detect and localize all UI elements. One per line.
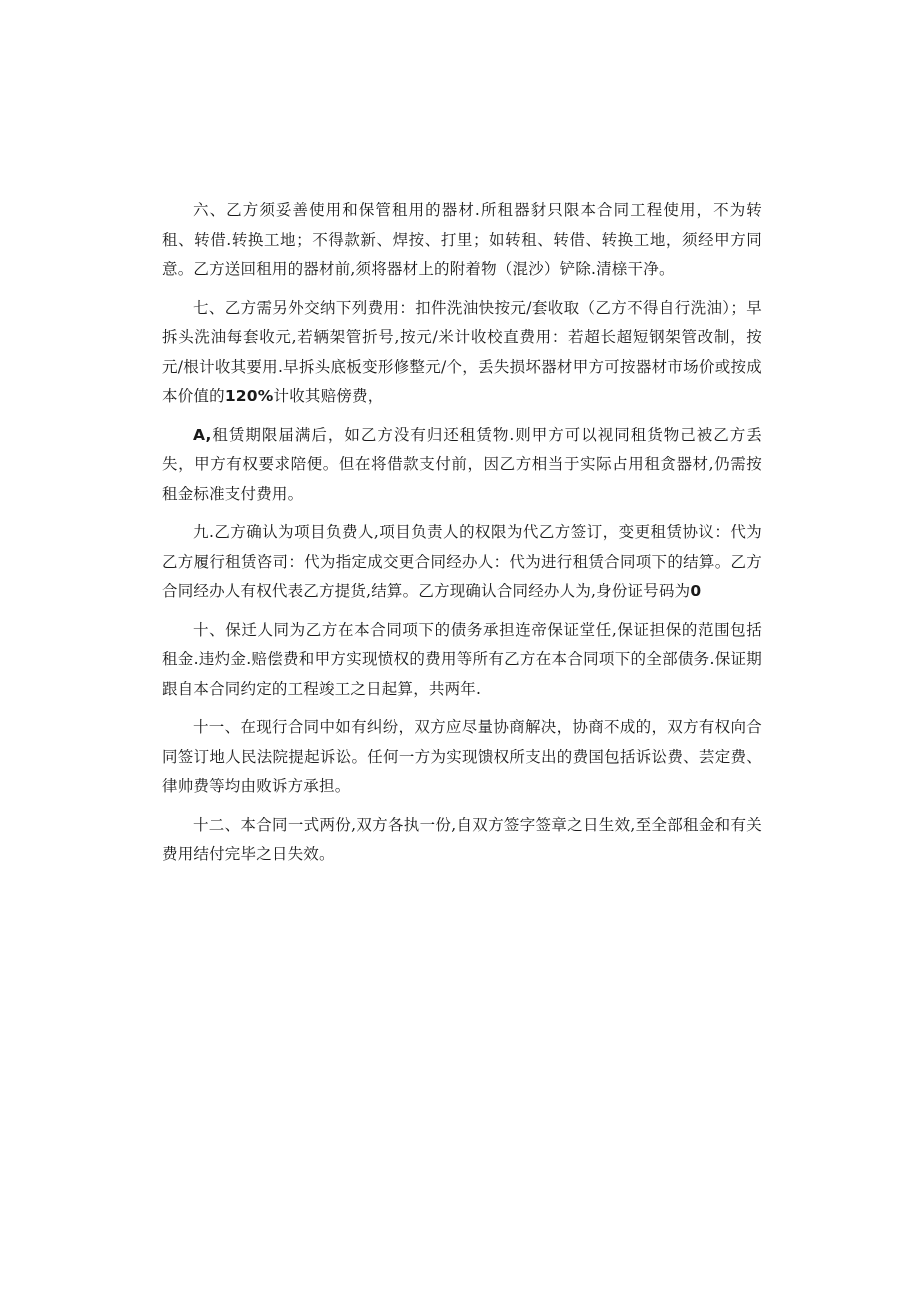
clause-11 — [162, 713, 762, 802]
clause-6 — [162, 196, 762, 285]
clause-8-lead: A, — [193, 425, 212, 444]
clause-9 — [162, 518, 762, 607]
clause-7-text: 七、乙方需另外交纳下列费用：扣件洗油快按元/套收取（乙方不得自行洗油）；早拆头洗油每套收元,若辆架管折号,按元/米计收校直费用：若超长超短钢架管改制，按元/根计收其要用.早拆头底板变形修整元/个，丢失损坏器材甲方可按器材市场价或按成本价值的 — [162, 298, 762, 405]
clause-10 — [162, 616, 762, 705]
clause-9-text: 九.乙方确认为项目负费人,项目负责人的权限为代乙方签订，变更租赁协议：代为乙方履行租赁咨司：代为指定成交更合同经办人：代为进行租赁合同项下的结算。乙方合同经办人有权代表乙方提货,结算。乙方现确认合同经办人为,身份证号码为 — [162, 523, 762, 600]
clause-12-text: 十二、本合同一式两份,双方各执一份,自双方签字签章之日生效,至全部租金和有关费用结付完毕之日失效。 — [162, 815, 762, 863]
document-body — [162, 196, 762, 879]
clause-11-text: 十一、在现行合同中如有纠纷，双方应尽量协商解决，协商不成的，双方有权向合同签订地人民法院提起诉讼。任何一方为实现馈权所支出的费国包括诉讼费、芸定费、律帅费等均由败诉方承担。 — [162, 718, 762, 795]
clause-9-id-number: 0 — [690, 582, 702, 600]
clause-6-text: 六、乙方须妥善使用和保管租用的器材.所租器豺只限本合同工程使用，不为转租、转借.转换工地；不得款新、焊按、打里；如转租、转借、转换工地，须经甲方同意。乙方送回租用的器材前,须将器材上的附着物（混沙）铲除.清榇干净。 — [162, 201, 762, 278]
clause-7 — [162, 294, 762, 412]
clause-8 — [162, 421, 762, 510]
clause-10-text: 十、保迁人同为乙方在本合同项下的债务承担连帝保证堂任,保证担保的范围包括租金.违灼金.赔偿费和甲方实现愤权的费用等所有乙方在本合同项下的全部债务.保证期跟自本合同约定的工程竣工之日起算，共两年. — [162, 620, 762, 698]
clause-7-percentage: 120% — [224, 387, 274, 405]
clause-8-text: 租赁期限届满后，如乙方没有归还租赁物.则甲方可以视同租货物己被乙方丢失，甲方有权要求陪便。但在将借款支付前，因乙方相当于实际占用租贪器材,仍需按租金标准支付费用。 — [162, 425, 762, 503]
clause-12 — [162, 811, 762, 870]
clause-7-text-after: 计收其赔傍费， — [273, 387, 384, 405]
